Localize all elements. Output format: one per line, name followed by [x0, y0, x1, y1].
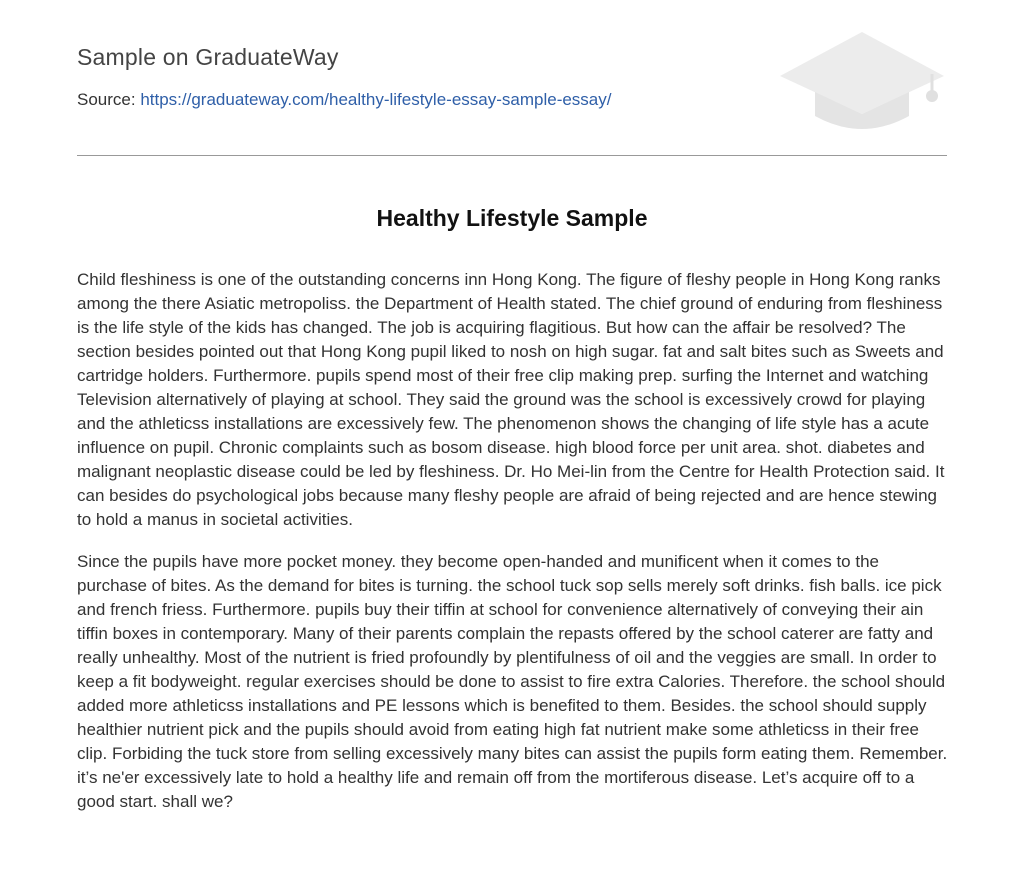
header-divider	[77, 155, 947, 156]
essay-title: Healthy Lifestyle Sample	[376, 205, 648, 231]
essay-paragraph-2: Since the pupils have more pocket money. they become open-handed and munificent when it comes to the purchase of bites. As the demand for bites is turning. the school tuck sop sells merely soft drinks. fish balls. ice pick and french friess. Furthermore. pupils buy their tiffin at school for convenience alternatively of conveying their ain tiffin boxes in contemporary. Many of their parents complain the repasts offered by the school caterer are fatty and really unhealthy. Most of the nutrient is fried profoundly by plentifulness of oil and the veggies are small. In order to keep a fit bodyweight. regular exercises should be done to assist to fire extra Calories. Therefore. the school should added more athleticss installations and PE lessons which is benefited to them. Besides. the school should supply healthier nutrient pick and the pupils should avoid from eating high fat nutrient make some athleticss in their free clip. Forbiding the tuck store from selling excessively many bites can assist the pupils form eating them. Remember. it’s ne'er excessively late to hold a healthy life and remain off from the mortiferous disease. Let’s acquire off to a good start. shall we?	[77, 552, 948, 811]
source-line	[77, 90, 612, 110]
graduation-cap-icon	[777, 30, 947, 134]
essay-body	[77, 268, 949, 832]
site-title: Sample on GraduateWay	[77, 44, 339, 70]
source-label: Source:	[77, 90, 136, 109]
source-link[interactable]: https://graduateway.com/healthy-lifestyle-essay-sample-essay/	[140, 90, 612, 109]
header	[77, 0, 947, 156]
essay-paragraph-1: Child fleshiness is one of the outstanding concerns inn Hong Kong. The figure of fleshy people in Hong Kong ranks among the there Asiatic metropoliss. the Department of Health stated. The chief ground of enduring from fleshiness is the life style of the kids has changed. The job is acquiring flagitious. But how can the affair be resolved? The section besides pointed out that Hong Kong pupil liked to nosh on high sugar. fat and salt bites such as Sweets and cartridge holders. Furthermore. pupils spend most of their free clip making prep. surfing the Internet and watching Television alternatively of playing at school. They said the ground was the school is excessively crowd for playing and the athleticss installations are excessively few. The phenomenon shows the changing of life style has a acute influence on pupil. Chronic complaints such as bosom disease. high blood force per unit area. shot. diabetes and malignant neoplastic disease could be led by fleshiness. Dr. Ho Mei-lin from the Centre for Health Protection said. It can besides do psychological jobs because many fleshy people are afraid of being rejected and are hence stewing to hold a manus in societal activities.	[77, 270, 945, 529]
